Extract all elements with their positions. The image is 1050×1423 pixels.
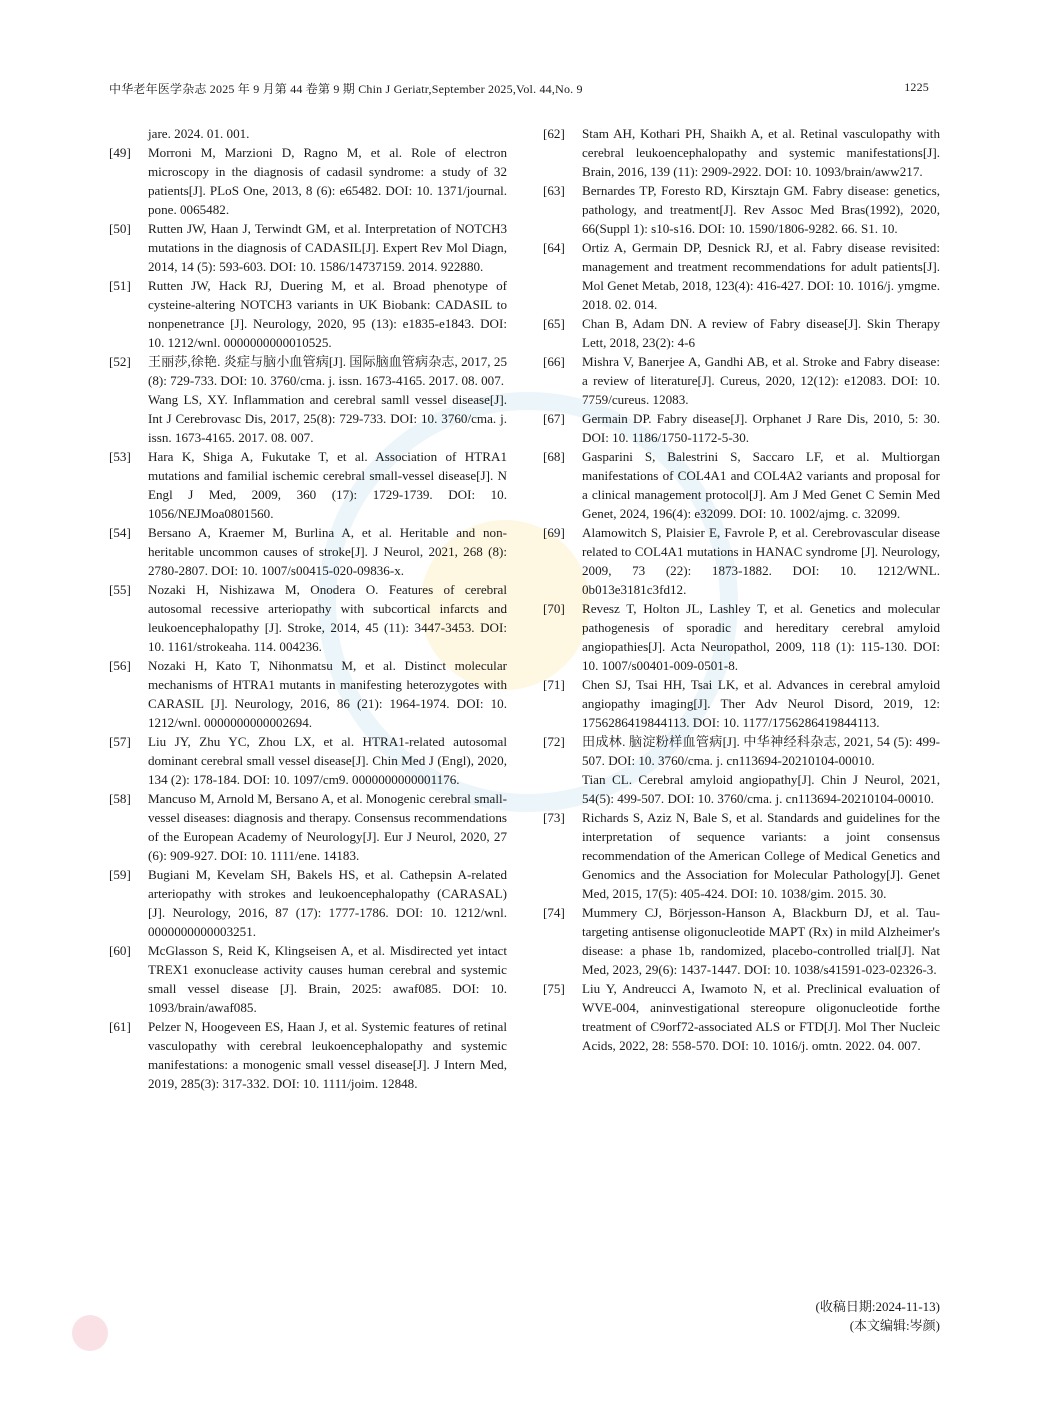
reference-item bbox=[109, 865, 507, 941]
reference-item bbox=[109, 143, 507, 219]
received-date: (收稿日期:2024-11-13) bbox=[815, 1299, 940, 1314]
reference-item bbox=[543, 314, 940, 352]
reference-text: Ortiz A, Germain DP, Desnick RJ, et al. Fabry disease revisited: management and treatment recommendations for adult patients[J]. Mol Genet Metab, 2018, 123(4): 416-427. DOI: 10. 1016/j. ymgme. 2018. 02. 014. bbox=[582, 240, 940, 312]
reference-item bbox=[109, 656, 507, 732]
reference-item bbox=[109, 1017, 507, 1093]
reference-text: Nozaki H, Kato T, Nihonmatsu M, et al. Distinct molecular mechanisms of HTRA1 mutants in manifesting heterozygotes with CARASIL [J]. Neurology, 2016, 86 (21): 1964-1974. DOI: 10. 1212/wnl. 0000000000002694. bbox=[148, 658, 507, 730]
reference-text: Liu Y, Andreucci A, Iwamoto N, et al. Preclinical evaluation of WVE-004, aninvestigational stereopure oligonucleotide forthe treatment of C9orf72-associated ALS or FTD[J]. Mol Ther Nucleic Acids, 2022, 28: 558-570. DOI: 10. 1016/j. omtn. 2022. 04. 007. bbox=[582, 981, 940, 1053]
reference-number: [70] bbox=[543, 601, 565, 616]
reference-text: Hara K, Shiga A, Fukutake T, et al. Association of HTRA1 mutations and familial ischemic cerebral small-vessel disease[J]. N Engl J Med, 2009, 360 (17): 1729-1739. DOI: 10. 1056/NEJMoa0801560. bbox=[148, 449, 507, 521]
reference-text: Stam AH, Kothari PH, Shaikh A, et al. Retinal vasculopathy with cerebral leukoencephalopathy and systemic manifestations[J]. Brain, 2016, 139 (11): 2909-2922. DOI: 10. 1093/brain/aww217. bbox=[582, 126, 940, 179]
reference-item bbox=[109, 352, 507, 447]
reference-text: Revesz T, Holton JL, Lashley T, et al. Genetics and molecular pathogenesis of sporadic and hereditary cerebral amyloid angiopathies[J]. Acta Neuropathol, 2009, 118 (1): 115-130. DOI: 10. 1007/s00401-009-0501-8. bbox=[582, 601, 940, 673]
reference-item bbox=[543, 979, 940, 1055]
reference-number: [69] bbox=[543, 525, 565, 540]
reference-number: [49] bbox=[109, 145, 131, 160]
reference-number: [53] bbox=[109, 449, 131, 464]
reference-item bbox=[543, 181, 940, 238]
reference-number: [52] bbox=[109, 354, 131, 369]
reference-number: [73] bbox=[543, 810, 565, 825]
left-column bbox=[109, 124, 507, 1093]
right-column bbox=[543, 124, 940, 1055]
reference-item bbox=[543, 675, 940, 732]
reference-text: Bersano A, Kraemer M, Burlina A, et al. Heritable and non-heritable uncommon causes of stroke[J]. J Neurol, 2021, 268 (8): 2780-2807. DOI: 10. 1007/s00415-020-09836-x. bbox=[148, 525, 507, 578]
editor-note: (本文编辑:岑颜) bbox=[849, 1318, 940, 1333]
reference-text: Mummery CJ, Börjesson-Hanson A, Blackburn DJ, et al. Tau-targeting antisense oligonucleotide MAPT (Rx) in mild Alzheimer's disease: a phase 1b, randomized, placebo-controlled trial[J]. Nat Med, 2023, 29(6): 1437-1447. DOI: 10. 1038/s41591-023-02326-3. bbox=[582, 905, 940, 977]
reference-number: [54] bbox=[109, 525, 131, 540]
reference-text: Liu JY, Zhu YC, Zhou LX, et al. HTRA1-related autosomal dominant cerebral small vessel disease[J]. Chin Med J (Engl), 2020, 134 (2): 178-184. DOI: 10. 1097/cm9. 0000000000001176. bbox=[148, 734, 507, 787]
page-header bbox=[109, 80, 929, 98]
reference-item bbox=[543, 808, 940, 903]
reference-item bbox=[109, 276, 507, 352]
reference-number: [65] bbox=[543, 316, 565, 331]
reference-number: [55] bbox=[109, 582, 131, 597]
reference-translation: Tian CL. Cerebral amyloid angiopathy[J]. Chin J Neurol, 2021, 54(5): 499-507. DOI: 10. 3760/cma. j. cn113694-20210104-00010. bbox=[582, 772, 940, 806]
reference-item bbox=[543, 523, 940, 599]
reference-number: [64] bbox=[543, 240, 565, 255]
reference-item bbox=[543, 447, 940, 523]
reference-text: McGlasson S, Reid K, Klingseisen A, et al. Misdirected yet intact TREX1 exonuclease activity causes human cerebral and systemic small vessel disease [J]. Brain, 2025: awaf085. DOI: 10. 1093/brain/awaf085. bbox=[148, 943, 507, 1015]
reference-number: [60] bbox=[109, 943, 131, 958]
reference-text: Chan B, Adam DN. A review of Fabry disease[J]. Skin Therapy Lett, 2018, 23(2): 4-6 bbox=[582, 316, 940, 350]
reference-text: Chen SJ, Tsai HH, Tsai LK, et al. Advances in cerebral amyloid angiopathy imaging[J]. Ther Adv Neurol Disord, 2019, 12: 1756286419844113. DOI: 10. 1177/1756286419844113. bbox=[582, 677, 940, 730]
reference-item bbox=[543, 238, 940, 314]
reference-number: [68] bbox=[543, 449, 565, 464]
reference-item bbox=[109, 580, 507, 656]
reference-number: [57] bbox=[109, 734, 131, 749]
reference-item bbox=[543, 903, 940, 979]
reference-text: Bernardes TP, Foresto RD, Kirsztajn GM. Fabry disease: genetics, pathology, and treatment[J]. Rev Assoc Med Bras(1992), 2020, 66(Suppl 1): s10-s16. DOI: 10. 1590/1806-9282. 66. S1. 10. bbox=[582, 183, 940, 236]
reference-text: Alamowitch S, Plaisier E, Favrole P, et al. Cerebrovascular disease related to COL4A1 mutations in HANAC syndrome [J]. Neurology, 2009, 73 (22): 1873-1882. DOI: 10. 1212/WNL. 0b013e3181c3fd12. bbox=[582, 525, 940, 597]
reference-item bbox=[543, 352, 940, 409]
reference-text: Morroni M, Marzioni D, Ragno M, et al. Role of electron microscopy in the diagnosis of cadasil syndrome: a study of 32 patients[J]. PLoS One, 2013, 8 (6): e65482. DOI: 10. 1371/journal. pone. 0065482. bbox=[148, 145, 507, 217]
reference-number: [51] bbox=[109, 278, 131, 293]
reference-item bbox=[109, 789, 507, 865]
reference-number: [74] bbox=[543, 905, 565, 920]
reference-number: [71] bbox=[543, 677, 565, 692]
reference-number: [75] bbox=[543, 981, 565, 996]
reference-number: [66] bbox=[543, 354, 565, 369]
reference-number: [63] bbox=[543, 183, 565, 198]
reference-number: [62] bbox=[543, 126, 565, 141]
reference-item bbox=[543, 409, 940, 447]
reference-item bbox=[109, 447, 507, 523]
reference-text: 王丽莎,徐艳. 炎症与脑小血管病[J]. 国际脑血管病杂志, 2017, 25 (8): 729-733. DOI: 10. 3760/cma. j. issn. 1673-4165. 2017. 08. 007. bbox=[148, 354, 507, 388]
reference-text: Gasparini S, Balestrini S, Saccaro LF, et al. Multiorgan manifestations of COL4A1 and COL4A2 variants and proposal for a clinical management protocol[J]. Am J Med Genet C Semin Med Genet, 2024, 196(4): e32099. DOI: 10. 1002/ajmg. c. 32099. bbox=[582, 449, 940, 521]
reference-text: Pelzer N, Hoogeveen ES, Haan J, et al. Systemic features of retinal vasculopathy with cerebral leukoencephalopathy and systemic manifestations: a monogenic small vessel disease[J]. J Intern Med, 2019, 285(3): 317-332. DOI: 10. 1111/joim. 12848. bbox=[148, 1019, 507, 1091]
reference-text: 田成林. 脑淀粉样血管病[J]. 中华神经科杂志, 2021, 54 (5): 499-507. DOI: 10. 3760/cma. j. cn113694-20210104-00010. bbox=[582, 734, 940, 768]
reference-item bbox=[109, 941, 507, 1017]
reference-number: [58] bbox=[109, 791, 131, 806]
page-number: 1225 bbox=[904, 80, 929, 94]
publisher-seal-watermark bbox=[72, 1315, 108, 1351]
reference-item bbox=[543, 124, 940, 181]
reference-number: [61] bbox=[109, 1019, 131, 1034]
reference-translation: Wang LS, XY. Inflammation and cerebral samll vessel disease[J]. Int J Cerebrovasc Dis, 2017, 25(8): 729-733. DOI: 10. 3760/cma. j. issn. 1673-4165. 2017. 08. 007. bbox=[148, 392, 507, 445]
reference-number: [72] bbox=[543, 734, 565, 749]
continuation-text: jare. 2024. 01. 001. bbox=[148, 126, 250, 141]
reference-text: Germain DP. Fabry disease[J]. Orphanet J Rare Dis, 2010, 5: 30. DOI: 10. 1186/1750-1172-5-30. bbox=[582, 411, 940, 445]
reference-item bbox=[109, 732, 507, 789]
reference-text: Bugiani M, Kevelam SH, Bakels HS, et al. Cathepsin A-related arteriopathy with strokes and leukoencephalopathy (CARASAL) [J]. Neurology, 2016, 87 (17): 1777-1786. DOI: 10. 1212/wnl. 0000000000003251. bbox=[148, 867, 507, 939]
reference-text: Mishra V, Banerjee A, Gandhi AB, et al. Stroke and Fabry disease: a review of literature[J]. Cureus, 2020, 12(12): e12083. DOI: 10. 7759/cureus. 12083. bbox=[582, 354, 940, 407]
reference-item bbox=[109, 523, 507, 580]
reference-text: Rutten JW, Hack RJ, Duering M, et al. Broad phenotype of cysteine-altering NOTCH3 variants in UK Biobank: CADASIL to nonpenetrance [J]. Neurology, 2020, 95 (13): e1835-e1843. DOI: 10. 1212/wnl. 0000000000010525. bbox=[148, 278, 507, 350]
reference-item bbox=[109, 219, 507, 276]
journal-line: 中华老年医学杂志 2025 年 9 月第 44 卷第 9 期 Chin J Geriatr,September 2025,Vol. 44,No. 9 bbox=[109, 82, 583, 96]
reference-text: Richards S, Aziz N, Bale S, et al. Standards and guidelines for the interpretation of sequence variants: a joint consensus recommendation of the American College of Medical Genetics and Genomics and the Association for Molecular Pathology[J]. Genet Med, 2015, 17(5): 405-424. DOI: 10. 1038/gim. 2015. 30. bbox=[582, 810, 940, 901]
reference-item bbox=[543, 599, 940, 675]
reference-number: [67] bbox=[543, 411, 565, 426]
reference-text: Rutten JW, Haan J, Terwindt GM, et al. Interpretation of NOTCH3 mutations in the diagnosis of CADASIL[J]. Expert Rev Mol Diagn, 2014, 14 (5): 593-603. DOI: 10. 1586/14737159. 2014. 922880. bbox=[148, 221, 507, 274]
reference-number: [56] bbox=[109, 658, 131, 673]
reference-text: Mancuso M, Arnold M, Bersano A, et al. Monogenic cerebral small-vessel diseases: diagnosis and therapy. Consensus recommendations of the European Academy of Neurology[J]. Eur J Neurol, 2020, 27 (6): 909-927. DOI: 10. 1111/ene. 14183. bbox=[148, 791, 507, 863]
reference-number: [59] bbox=[109, 867, 131, 882]
reference-text: Nozaki H, Nishizawa M, Onodera O. Features of cerebral autosomal recessive arteriopathy with subcortical infarcts and leukoencephalopathy [J]. Stroke, 2014, 45 (11): 3447-3453. DOI: 10. 1161/strokeaha. 114. 004236. bbox=[148, 582, 507, 654]
reference-item bbox=[543, 732, 940, 808]
reference-number: [50] bbox=[109, 221, 131, 236]
